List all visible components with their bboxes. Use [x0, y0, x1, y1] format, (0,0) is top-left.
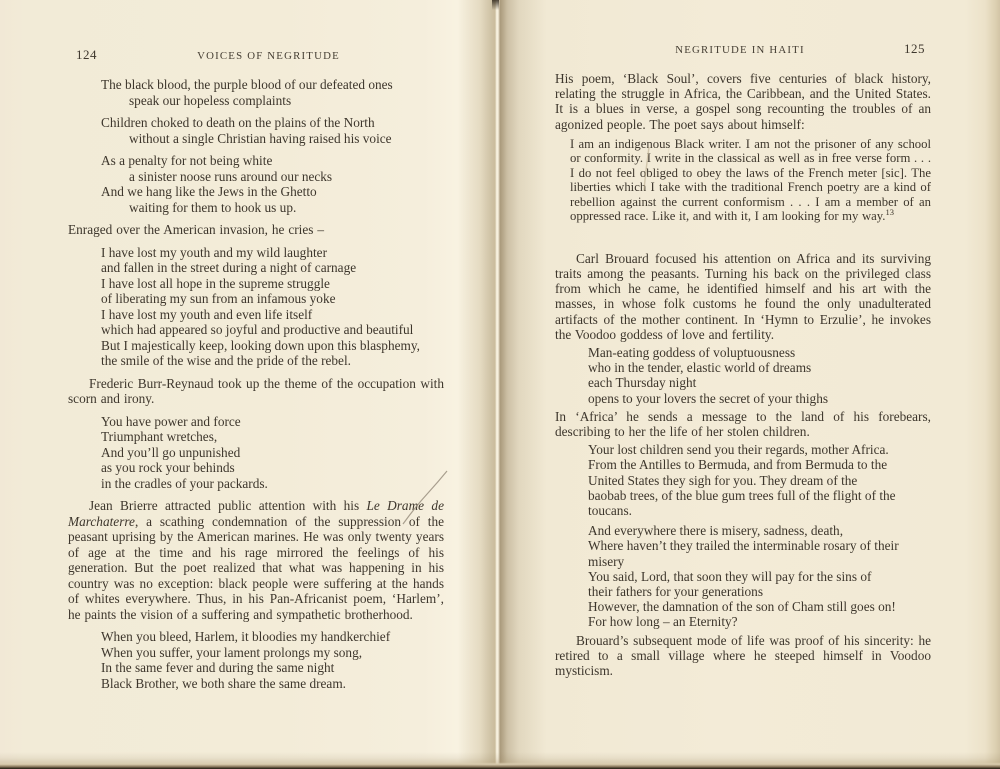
verse-line: In the same fever and during the same night — [101, 660, 335, 675]
verse-line: in the cradles of your packards. — [101, 475, 268, 491]
verse-line: But I majestically keep, looking down upon this blasphemy, — [101, 337, 420, 353]
text-run: Frederic Burr-Reynaud took up the theme of the occupation with scorn and irony. — [68, 375, 444, 406]
verse-line: misery — [588, 553, 625, 569]
paragraph — [555, 633, 931, 679]
verse-line: And everywhere there is misery, sadness, death, — [588, 523, 844, 539]
verse-line: And you’ll go unpunished — [101, 444, 241, 460]
verse-line: the smile of the wise and the pride of the rebel. — [101, 353, 351, 368]
verse-stanza — [588, 442, 931, 518]
verse-line: For how long – an Eternity? — [588, 614, 738, 630]
verse-line: baobab trees, of the blue gum trees full of the flight of the — [588, 487, 896, 503]
verse-line: Your lost children send you their regards, mother Africa. — [588, 442, 889, 458]
verse-line: Triumphant wretches, — [101, 429, 218, 444]
text-run: Enraged over the American invasion, he cries – — [68, 222, 325, 237]
page-right — [497, 0, 1000, 769]
verse-line: Children choked to death on the plains of the North — [101, 115, 375, 130]
page-left — [0, 0, 497, 769]
verse-line: Where haven’t they trailed the interminable rosary of their — [588, 538, 899, 554]
verse-line: of liberating my sun from an infamous yoke — [101, 291, 336, 306]
verse-line: I have lost my youth and even life itself — [101, 306, 313, 322]
verse-stanza — [101, 115, 444, 146]
verse-line: waiting for them to hook us up. — [129, 199, 297, 215]
paragraph — [68, 376, 444, 407]
block-quote — [570, 137, 931, 224]
verse-line: When you suffer, your lament prolongs my song, — [101, 644, 363, 660]
verse-line: which had appeared so joyful and productive and beautiful — [101, 322, 414, 337]
paragraph — [68, 498, 444, 622]
verse-line: each Thursday night — [588, 375, 697, 391]
page-left-content — [68, 77, 444, 691]
verse-stanza — [101, 629, 444, 691]
verse-stanza — [101, 153, 444, 215]
text-run: , a scathing condemnation of the suppression of the peasant uprising by the American marines. He was only twenty years of age at the time and his rage mirrored the feelings of his generation. But the poet realized that what was happening in his country was no exception: black people were suffering at the hands of whites everywhere. Thus, in his Pan-Africanist poem, ‘Harlem’, he paints the vision of a suffering and sympathetic brotherhood. — [68, 513, 444, 622]
paragraph — [68, 222, 444, 238]
verse-line: I have lost my youth and my wild laughter — [101, 244, 328, 260]
verse-line: I have lost all hope in the supreme struggle — [101, 275, 330, 291]
running-head-left: VOICES OF NEGRITUDE — [197, 50, 340, 62]
paragraph — [555, 251, 931, 342]
verse-line: As a penalty for not being white — [101, 153, 273, 168]
text-run: Brouard’s subsequent mode of life was proof of his sincerity: he retired to a small village where he steeped himself in Voodoo mysticism. — [555, 632, 931, 679]
verse-line: Black Brother, we both share the same dream. — [101, 675, 347, 691]
verse-line: toucans. — [588, 503, 632, 519]
verse-line: their fathers for your generations — [588, 584, 764, 600]
verse-line: United States they sigh for you. They dream of the — [588, 472, 858, 488]
text-run: Jean Brierre attracted public attention with his — [89, 498, 367, 513]
page-number-left: 124 — [76, 47, 97, 62]
verse-line: And we hang like the Jews in the Ghetto — [101, 184, 317, 199]
verse-stanza — [101, 77, 444, 108]
running-head-right: NEGRITUDE IN HAITI — [675, 44, 805, 56]
verse-stanza — [101, 414, 444, 492]
text-run: In ‘Africa’ he sends a message to the land of his forebears, describing to her the life of her stolen children. — [555, 408, 931, 440]
page-number-right: 125 — [904, 41, 925, 56]
verse-line: From the Antilles to Bermuda, and from Bermuda to the — [588, 457, 888, 473]
verse-line: a sinister noose runs around our necks — [129, 168, 333, 184]
verse-line: who in the tender, elastic world of dreams — [588, 360, 812, 376]
verse-line: The black blood, the purple blood of our defeated ones — [101, 77, 393, 92]
verse-line: Man-eating goddess of voluptuousness — [588, 345, 796, 361]
page-right-content — [555, 71, 931, 678]
paragraph — [555, 409, 931, 439]
text-run: His poem, ‘Black Soul’, covers five centuries of black history, relating the struggle in Africa, the Caribbean, and the United States. It is a blues in verse, a gospel song recounting the troubles of an agonized people. The poet says about himself: — [555, 71, 931, 132]
verse-line: without a single Christian having raised his voice — [129, 130, 392, 146]
verse-stanza — [588, 523, 931, 629]
verse-stanza — [101, 245, 444, 369]
text-run: Carl Brouard focused his attention on Africa and its surviving traits among the peasants. Turning his back on the privileged class from which he came, he identified himself and his art with the masses, in whose folk customs he found the only unadulterated artifacts of the mother continent. In ‘Hymn to Erzulie’, he invokes the Voodoo goddess of love and fertility. — [555, 250, 931, 342]
verse-line: and fallen in the street during a night of carnage — [101, 260, 357, 275]
verse-line: speak our hopeless complaints — [129, 92, 292, 108]
verse-line: You have power and force — [101, 413, 241, 429]
verse-line: opens to your lovers the secret of your thighs — [588, 390, 829, 406]
verse-line: You said, Lord, that soon they will pay for the sins of — [588, 568, 872, 584]
italic-text: Le Drame de Marchaterre — [68, 498, 444, 529]
footnote-ref: 13 — [885, 207, 894, 218]
text-run: I am an indigenous Black writer. I am not the prisoner of any school or conformity. I write in the classical as well as in free verse form . . . I do not feel obliged to obey the laws of the French meter [sic]. The liberties which I take with the traditional French poetry are a kind of rebellion against the current conformism . . . I am a member of an oppressed race. Like it, and with it, I am looking for my way. — [570, 136, 931, 224]
verse-line: When you bleed, Harlem, it bloodies my handkerchief — [101, 629, 391, 644]
verse-line: as you rock your behinds — [101, 460, 235, 475]
paragraph — [555, 71, 931, 132]
verse-stanza — [588, 345, 931, 406]
verse-line: However, the damnation of the son of Cham still goes on! — [588, 599, 896, 615]
